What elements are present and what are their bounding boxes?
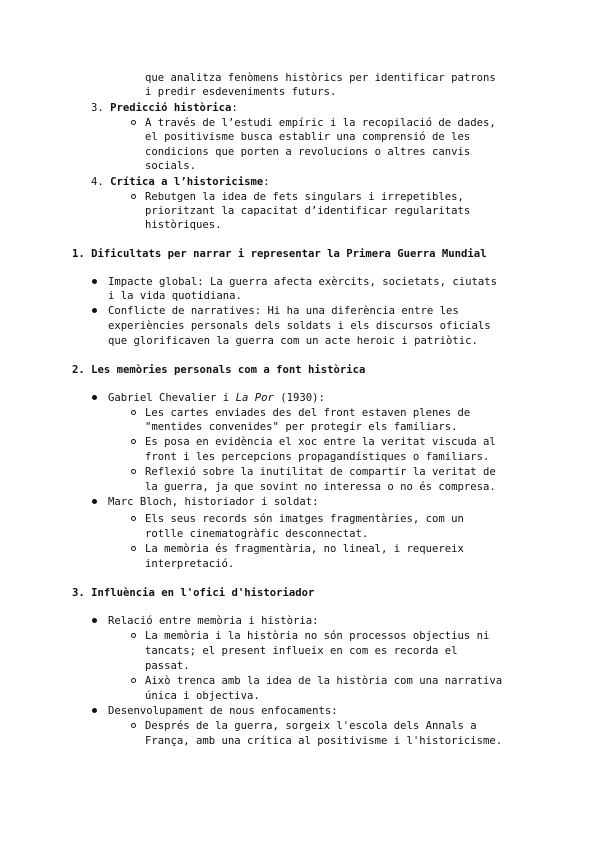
section-heading: 3. Influència en l'ofici d'historiador [72,587,315,599]
hollow-bullet-icon [131,410,136,415]
bullet-text: Desenvolupament de nous enfocaments: [108,705,338,717]
item-number: 3. [91,102,104,114]
bullet-text: Gabriel Chevalier i La Por (1930): [108,392,325,404]
sub-bullet-text: La memòria i la història no són processos objectius ni [145,630,490,642]
sub-bullet-text: el positivisme busca establir una comprensió de les [145,131,471,143]
hollow-bullet-icon [131,469,136,474]
sub-bullet-text: passat. [145,660,190,672]
bullet-text: Conflicte de narratives: Hi ha una diferència entre les [108,305,459,317]
sub-bullet-text: front i les percepcions propagandístiques o familiars. [145,451,490,463]
sub-bullet-text: única i objectiva. [145,690,260,702]
sub-bullet-text: la guerra, ja que sovint no interessa o no és compresa. [145,481,496,493]
hollow-bullet-icon [131,723,136,728]
sub-bullet-text: Després de la guerra, sorgeix l'escola dels Annals a [145,720,477,732]
bullet-text: experiències personals dels soldats i els discursos oficials [108,320,491,332]
sub-bullet-text: La memòria és fragmentària, no lineal, i requereix [145,543,464,555]
item-number: 4. [91,176,104,188]
sub-bullet-text: històriques. [145,219,222,231]
numbered-item-3: 3. Predicció històrica: [91,102,238,114]
continuation-line: que analitza fenòmens històrics per identificar patrons [145,72,496,84]
hollow-bullet-icon [131,120,136,125]
sub-bullet-text: Es posa en evidència el xoc entre la veritat viscuda al [145,436,496,448]
sub-bullet-text: A través de l’estudi empíric i la recopilació de dades, [145,117,496,129]
hollow-bullet-icon [131,194,136,199]
sub-bullet-text: interpretació. [145,558,235,570]
hollow-bullet-icon [131,439,136,444]
bullet-icon [92,308,97,313]
hollow-bullet-icon [131,546,136,551]
hollow-bullet-icon [131,678,136,683]
bullet-icon [92,708,97,713]
bullet-icon [92,618,97,623]
bullet-text: Relació entre memòria i història: [108,615,319,627]
bullet-text: Impacte global: La guerra afecta exèrcits, societats, ciutats [108,276,498,288]
section-heading: 2. Les memòries personals com a font històrica [72,364,366,376]
sub-bullet-text: condicions que porten a revolucions o altres canvis [145,146,471,158]
item-title: Predicció històrica [110,102,232,114]
sub-bullet-text: "mentides convenides" per protegir els familiars. [145,421,458,433]
sub-bullet-text: socials. [145,160,197,172]
bullet-icon [92,279,97,284]
bullet-icon [92,395,97,400]
bullet-text: Marc Bloch, historiador i soldat: [108,496,319,508]
sub-bullet-text: rotlle cinematogràfic desconnectat. [145,528,369,540]
continuation-line: i predir esdeveniments futurs. [145,86,337,98]
sub-bullet-text: tancats; el present influeix en com es recorda el [145,645,458,657]
book-title: La Por [235,392,274,404]
sub-bullet-text: França, amb una crítica al positivisme i l'historicisme. [145,735,503,747]
item-title: Crítica a l’historicisme [110,176,264,188]
hollow-bullet-icon [131,633,136,638]
sub-bullet-text: Reflexió sobre la inutilitat de compartir la veritat de [145,466,496,478]
section-heading: 1. Dificultats per narrar i representar la Primera Guerra Mundial [72,248,487,260]
bullet-icon [92,499,97,504]
sub-bullet-text: prioritzant la capacitat d’identificar regularitats [145,205,471,217]
bullet-text: que glorificaven la guerra com un acte heroic i patriòtic. [108,335,478,347]
sub-bullet-text: Els seus records són imatges fragmentàries, com un [145,513,464,525]
sub-bullet-text: Això trenca amb la idea de la història com una narrativa [145,675,503,687]
numbered-item-4: 4. Crítica a l’historicisme: [91,176,270,188]
bullet-text: i la vida quotidiana. [108,290,242,302]
sub-bullet-text: Rebutgen la idea de fets singulars i irrepetibles, [145,191,464,203]
hollow-bullet-icon [131,516,136,521]
sub-bullet-text: Les cartes enviades des del front estaven plenes de [145,407,471,419]
